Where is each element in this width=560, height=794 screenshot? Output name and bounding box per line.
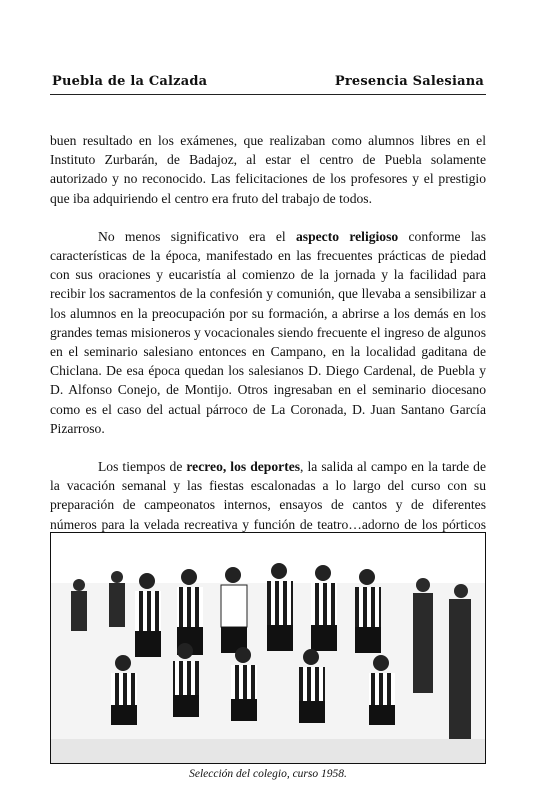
paragraph-2-emphasis: aspecto religioso [296, 228, 399, 244]
running-header [50, 70, 486, 95]
header-left-title: Puebla de la Calzada [52, 74, 208, 89]
body-text [50, 131, 486, 572]
paragraph-2-rest: conforme las características de la época, manifestado en las frecuentes prácticas de piedad con sus oraciones y eucaristía al comienzo de la jornada y la facilidad para recibir los sacramentos de la confesión y comunión, que llevaba a sensibilizar a los alumnos en la preocupación por su formación, a abrirse a los demás en los grandes temas misioneros y vocacionales siendo frecuente el ingreso de algunos en el seminario salesiano entonces en Campano, en la localidad gaditana de Chiclana. De esa época quedan los salesianos D. Diego Cardenal, de Puebla y D. Alfonso Conejo, de Montijo. Otros ingresaban en el seminario diocesano como es el caso del actual párroco de La Coronada, D. Juan Santano García Pizarroso. [50, 228, 486, 436]
team-photo-illustration [51, 533, 485, 763]
paragraph-2-lead: No menos significativo era el [98, 228, 296, 244]
photo-caption: Selección del colegio, curso 1958. [189, 768, 347, 780]
paragraph-3-emphasis: recreo, los deportes [186, 459, 301, 475]
team-photo [50, 532, 486, 764]
paragraph-3-lead: Los tiempos de [98, 459, 187, 475]
header-right-title: Presencia Salesiana [334, 74, 484, 89]
paragraph-1-text: buen resultado en los exámenes, que realizaban como alumnos libres en el Instituto Zurbarán, de Badajoz, al estar el centro de Puebla solamente autorizado y no reconocido. Las felicitaciones de los profesores y el prestigio que iba adquiriendo el centro era fruto del trabajo de todos. [50, 133, 486, 206]
paragraph-1 [50, 131, 486, 208]
paragraph-3-rest: , la salida al campo en la tarde de la vacación semanal y las fiestas escalonadas a lo largo del curso con su preparación de campeonatos internos, ensayos de cantos y de diferentes números para la velada recreativa y función de teatro…adorno de los pórticos [50, 459, 486, 532]
paragraph-2 [50, 227, 486, 438]
